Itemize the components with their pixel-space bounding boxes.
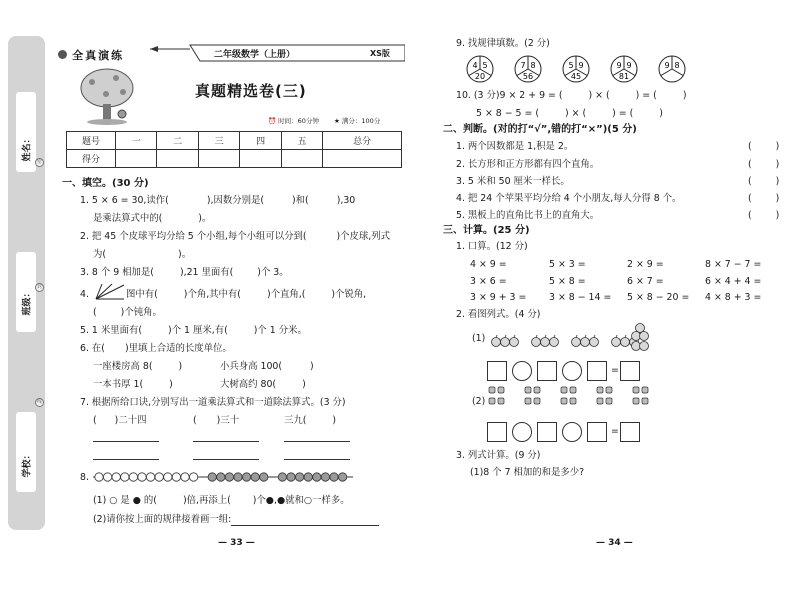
table-cell: 五 [281, 132, 322, 150]
answer-line[interactable] [193, 441, 259, 442]
apple-icon [581, 335, 590, 347]
calc-3-title: 3. 列式计算。(9 分) [456, 450, 541, 461]
question-5: 5. 1 米里面有( )个 1 厘米,有( )个 1 分米。 [80, 325, 307, 336]
answer-circle[interactable] [562, 361, 582, 381]
hollow-bead [103, 473, 111, 481]
answer-box[interactable] [620, 422, 640, 442]
answer-circle[interactable] [512, 361, 532, 381]
mental-item: 3 × 6 = [470, 276, 507, 287]
fruit-icon [498, 398, 504, 404]
judge-answer-5[interactable]: ( ) [748, 210, 780, 221]
page-number-left: — 33 — [218, 538, 255, 548]
calc-2-title: 2. 看图列式。(4 分) [456, 309, 541, 320]
apple-icon [572, 335, 581, 347]
question-7-rhyme-3: 三九( ) [284, 415, 337, 426]
circle-value: 5 [568, 61, 574, 70]
table-cell: 一 [116, 132, 157, 150]
hollow-bead [164, 473, 172, 481]
tree-illustration [76, 66, 138, 126]
question-6: 6. 在( )里填上合适的长度单位。 [80, 343, 232, 354]
judge-answer-4[interactable]: ( ) [748, 193, 780, 204]
apple-groups [490, 322, 660, 356]
fruit-icon [597, 387, 603, 393]
hollow-bead [121, 473, 129, 481]
apple-icon [532, 335, 541, 347]
pattern-circle [563, 56, 589, 82]
fruit-icon [606, 387, 612, 393]
fruit-icon [570, 387, 576, 393]
answer-line[interactable] [93, 441, 159, 442]
mental-item: 8 × 7 − 7 = [705, 259, 762, 270]
drawing-line[interactable] [231, 524, 379, 526]
mental-item: 5 × 3 = [549, 259, 586, 270]
pattern-circle [659, 56, 685, 82]
fruit-icon [525, 387, 531, 393]
question-6-item-1: 一座楼房高 8( ) [93, 361, 183, 372]
question-10-line-1: 10. (3 分)9 × 2 + 9 = ( ) × ( ) = ( ) [456, 90, 687, 101]
equals-sign: = [611, 426, 619, 437]
circle-value: 9 [626, 61, 632, 70]
fruit-icon [489, 387, 495, 393]
calc-1-title: 1. 口算。(12 分) [456, 241, 528, 252]
picture-2-label: (2) [472, 396, 486, 407]
filled-bead [251, 473, 259, 481]
apple-icon [541, 335, 550, 347]
score-input-cell[interactable] [240, 150, 281, 168]
bead-pattern [93, 468, 353, 486]
hollow-bead [172, 473, 180, 481]
filled-bead [338, 473, 346, 481]
pattern-circle [515, 56, 541, 82]
question-8-part-1: (1) ○ 是 ● 的( )倍,再添上( )个●,●就和○一样多。 [93, 495, 350, 506]
fruit-icon [606, 398, 612, 404]
fruit-icon [489, 398, 495, 404]
circle-value: 45 [570, 72, 582, 81]
mental-item: 5 × 8 = [549, 276, 586, 287]
apple-icon [492, 335, 501, 347]
filled-bead [287, 473, 295, 481]
answer-box[interactable] [587, 361, 607, 381]
apple-icon [640, 332, 649, 341]
judge-item-1: 1. 两个因数都是 1,积是 2。 [456, 141, 574, 152]
question-7: 7. 根据所给口诀,分别写出一道乘法算式和一道除法算式。(3 分) [80, 397, 346, 408]
angle-figure [94, 283, 126, 301]
mental-item: 5 × 8 − 20 = [627, 292, 690, 303]
fruit-icon [534, 387, 540, 393]
filled-bead [313, 473, 321, 481]
binding-mark-xian: 线 [36, 399, 42, 405]
question-1-line-2: 是乘法算式中的( )。 [93, 213, 212, 224]
score-input-cell[interactable] [323, 150, 402, 168]
answer-line[interactable] [193, 459, 259, 460]
filled-bead [242, 473, 250, 481]
apple-icon [501, 335, 510, 347]
circle-value: 9 [578, 61, 584, 70]
question-6-item-2: 小兵身高 100( ) [220, 361, 314, 372]
name-label: 姓名： [22, 134, 33, 162]
question-1-line-1: 1. 5 × 6 = 30,读作( ),因数分别是( )和( ),30 [80, 195, 356, 206]
circle-value: 4 [472, 61, 478, 70]
score-input-cell[interactable] [116, 150, 157, 168]
fruit-icon [633, 398, 639, 404]
filled-bead [234, 473, 242, 481]
score-input-cell[interactable] [281, 150, 322, 168]
filled-bead [295, 473, 303, 481]
calc-3-question-1: (1)8 个 7 相加的和是多少? [470, 467, 585, 478]
score-table-score-row [67, 150, 402, 168]
question-8-number: 8. [80, 472, 89, 483]
judge-item-5: 5. 黑板上的直角比书上的直角大。 [456, 210, 600, 221]
fruit-icon [498, 387, 504, 393]
school-label: 学校： [22, 450, 33, 478]
hollow-bead [138, 473, 146, 481]
apple-icon [590, 335, 599, 347]
answer-box[interactable] [487, 361, 507, 381]
fruit-icon [561, 387, 567, 393]
score-table-header-row [67, 132, 402, 150]
answer-line[interactable] [284, 459, 350, 460]
fruit-icon [597, 398, 603, 404]
mental-item: 3 × 9 + 3 = [470, 292, 527, 303]
question-4-line-2: ( )个钝角。 [93, 307, 162, 318]
apple-icon [510, 335, 519, 347]
score-input-cell[interactable] [157, 150, 198, 168]
mental-item: 4 × 9 = [470, 259, 507, 270]
section-2-title: 二、判断。(对的打“√”,错的打“×”)(5 分) [443, 124, 637, 135]
question-7-rhyme-1: ( )二十四 [93, 415, 147, 426]
answer-box[interactable] [487, 422, 507, 442]
fruit-icon [633, 387, 639, 393]
score-info: ★ 满分：100分 [334, 117, 381, 125]
circle-value: 7 [520, 61, 526, 70]
table-cell: 三 [198, 132, 239, 150]
pattern-circle [467, 56, 493, 82]
apple-icon [621, 335, 630, 347]
filled-bead [260, 473, 268, 481]
table-cell: 二 [157, 132, 198, 150]
circle-value: 5 [482, 61, 488, 70]
question-2-line-1: 2. 把 45 个皮球平均分给 5 个小组,每个小组可以分到( )个皮球,列式 [80, 231, 391, 242]
answer-line[interactable] [93, 459, 159, 460]
section-3-title: 三、计算。(25 分) [443, 225, 530, 236]
filled-bead [278, 473, 286, 481]
score-input-cell[interactable] [198, 150, 239, 168]
table-cell: 题号 [67, 132, 116, 150]
binding-mark-feng: 封 [36, 284, 42, 290]
circle-value: 81 [618, 72, 630, 81]
filled-bead [321, 473, 329, 481]
fruit-icon [570, 398, 576, 404]
fruit-icon [534, 398, 540, 404]
brand-text: 全真演练 [72, 49, 125, 62]
mental-item: 3 × 8 − 14 = [549, 292, 612, 303]
answer-box[interactable] [587, 422, 607, 442]
judge-item-4: 4. 把 24 个苹果平均分给 4 个小朋友,每人分得 8 个。 [456, 193, 682, 204]
mental-item: 6 × 7 = [627, 276, 664, 287]
table-cell: 四 [240, 132, 281, 150]
grade-book: 二年级数学（上册） [214, 50, 296, 60]
fruit-icon [561, 398, 567, 404]
filled-bead [217, 473, 225, 481]
hollow-bead [181, 473, 189, 481]
table-cell: 总分 [323, 132, 402, 150]
apple-icon [636, 324, 645, 333]
circle-value: 8 [530, 61, 536, 70]
judge-answer-1[interactable]: ( ) [748, 141, 780, 152]
equals-sign: = [611, 365, 619, 376]
question-8-part-2: (2)请你按上面的规律接着画一组: [93, 514, 379, 526]
picture-1-label: (1) [472, 333, 486, 344]
hollow-bead [95, 473, 103, 481]
score-table [66, 131, 402, 168]
judge-item-3: 3. 5 米和 50 厘米一样长。 [456, 176, 570, 187]
question-3: 3. 8 个 9 相加是( ),21 里面有( )个 3。 [80, 267, 289, 278]
question-9: 9. 找规律填数。(2 分) [456, 38, 550, 49]
hollow-bead [146, 473, 154, 481]
class-label: 班级： [22, 288, 33, 316]
circle-value: 20 [474, 72, 486, 81]
circle-value: 8 [674, 61, 680, 70]
circle-value: 56 [522, 72, 534, 81]
mental-item: 4 × 8 + 3 = [705, 292, 762, 303]
edition: XS版 [370, 49, 390, 58]
star-icon: ★ [334, 117, 340, 125]
question-7-rhyme-2: ( )三十 [193, 415, 240, 426]
hollow-bead [189, 473, 197, 481]
hollow-bead [155, 473, 163, 481]
table-cell: 得分 [67, 150, 116, 168]
question-4-number: 4. [80, 289, 89, 300]
clock-icon: ⏰ [268, 117, 277, 125]
answer-box[interactable] [620, 361, 640, 381]
apple-icon [612, 335, 621, 347]
pattern-circle [611, 56, 637, 82]
question-10-line-2: 5 × 8 − 5 = ( ) × ( ) = ( ) [476, 108, 663, 119]
filled-bead [330, 473, 338, 481]
answer-box[interactable] [537, 361, 557, 381]
judge-item-2: 2. 长方形和正方形都有四个直角。 [456, 159, 600, 170]
mental-item: 6 × 4 + 4 = [705, 276, 762, 287]
judge-answer-2[interactable]: ( ) [748, 159, 780, 170]
fruit-groups [486, 386, 656, 418]
pattern-circles [466, 54, 688, 86]
question-6-item-4: 大树高约 80( ) [220, 379, 306, 390]
answer-box[interactable] [537, 422, 557, 442]
question-4-line-1: 图中有( )个角,其中有( )个直角,( )个锐角, [126, 289, 367, 300]
hollow-bead [112, 473, 120, 481]
apple-icon [550, 335, 559, 347]
page-number-right: — 34 — [596, 538, 633, 548]
answer-circle[interactable] [512, 422, 532, 442]
circle-value: 9 [664, 61, 670, 70]
fruit-icon [642, 398, 648, 404]
question-6-item-3: 一本书厚 1( ) [93, 379, 173, 390]
fruit-icon [525, 398, 531, 404]
filled-bead [225, 473, 233, 481]
fruit-icon [642, 387, 648, 393]
apple-icon [640, 342, 649, 351]
brand-badge [58, 44, 124, 63]
judge-answer-3[interactable]: ( ) [748, 176, 780, 187]
binding-mark-mi: 密 [36, 159, 42, 165]
circle-value: 9 [616, 61, 622, 70]
answer-circle[interactable] [562, 422, 582, 442]
hollow-bead [129, 473, 137, 481]
paper-title: 真题精选卷(三) [195, 82, 307, 100]
section-1-title: 一、填空。(30 分) [62, 178, 149, 189]
time-info: ⏰ 时间：60分钟 [268, 117, 319, 125]
answer-line[interactable] [284, 441, 350, 442]
mental-item: 2 × 9 = [627, 259, 664, 270]
filled-bead [304, 473, 312, 481]
filled-bead [208, 473, 216, 481]
question-2-line-2: 为( )。 [93, 249, 192, 260]
